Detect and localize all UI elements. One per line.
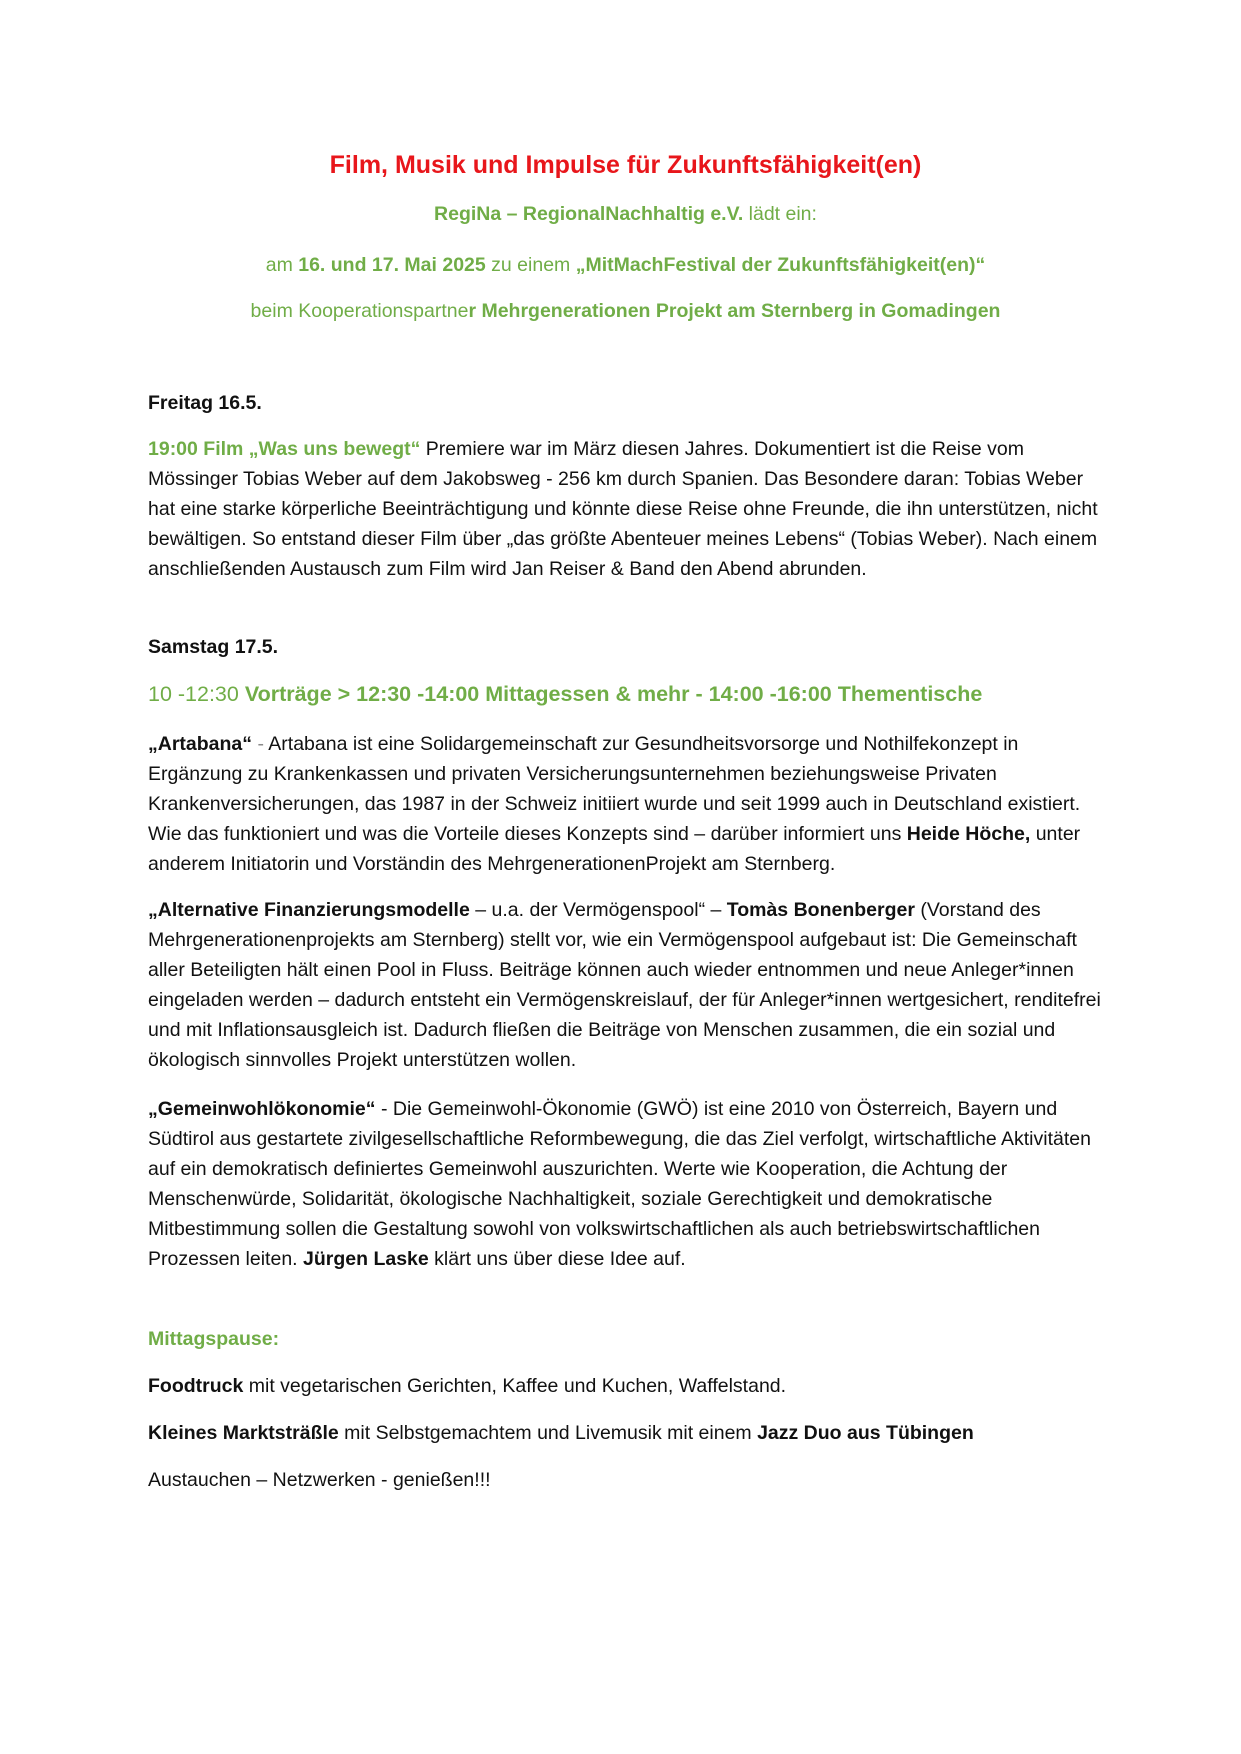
finance-text2: (Vorstand des Mehrgenerationenprojekts am Sternberg) stellt vor, wie ein Vermögenspool aufgebaut ist: Die Gemeinschaft aller Beteiligten hält einen Pool in Fluss. Beiträge können auch wieder entnommen und neue Anleger*innen eingeladen werden – dadurch entsteht ein Vermögenskreislauf, der für Anleger*innen wertgesichert, renditefrei und mit Inflationsausgleich ist. Dadurch fließen die Beiträge von Menschen zusammen, die ein sozial und ökologisch sinnvolles Projekt unterstützen wollen. xyxy=(148,899,1101,1071)
market-label: Kleines Marktsträßle xyxy=(148,1422,339,1444)
lunch-heading-text: Mittagspause: xyxy=(148,1328,280,1350)
schedule-rest: Vorträge > 12:30 -14:00 Mittagessen & mehr - 14:00 -16:00 Thementische xyxy=(238,682,983,706)
foodtruck-label: Foodtruck xyxy=(148,1375,244,1397)
lunch-heading xyxy=(148,1324,1103,1354)
foodtruck-paragraph xyxy=(148,1371,1103,1401)
gwoe-person: Jürgen Laske xyxy=(303,1248,429,1270)
festival-name: „MitMachFestival der Zukunftsfähigkeit(en)“ xyxy=(575,254,986,276)
schedule-time: 10 -12:30 xyxy=(148,682,239,706)
artabana-person: Heide Höche, xyxy=(906,823,1031,845)
artabana-text: Artabana ist eine Solidargemeinschaft zur Gesundheitsvorsorge und Nothilfekonzept in Ergänzung zu Krankenkassen und privaten Versicherungsunternehmen beziehungsweise Privaten Krankenversicherungen, das 1987 in der Schweiz initiiert wurde und seit 1999 auch in Deutschland existiert. Wie das funktioniert und was die Vorteile dieses Konzepts sind – darüber informiert uns xyxy=(148,733,1081,845)
market-text: mit Selbstgemachtem und Livemusik mit einem xyxy=(338,1422,758,1444)
date-prefix: am xyxy=(265,254,299,276)
friday-heading xyxy=(148,388,1103,418)
artabana-separator: - xyxy=(252,733,269,755)
date-connector: zu einem xyxy=(485,254,576,276)
friday-heading-text: Freitag 16.5. xyxy=(148,392,262,414)
saturday-schedule xyxy=(148,679,1103,709)
finance-text: – u.a. der Vermögenspool“ – xyxy=(469,899,727,921)
friday-film-paragraph xyxy=(148,434,1103,584)
organizer-name: RegiNa – RegionalNachhaltig e.V. xyxy=(434,203,744,225)
event-date: 16. und 17. Mai 2025 xyxy=(298,254,486,276)
artabana-label: „Artabana“ xyxy=(148,733,253,755)
document-title: Film, Musik und Impulse für Zukunftsfähigkeit(en) xyxy=(329,151,922,179)
gwoe-label: „Gemeinwohlökonomie“ xyxy=(148,1098,376,1120)
partner-line xyxy=(148,296,1103,326)
saturday-heading xyxy=(148,632,1103,662)
partner-prefix: beim Kooperationspartne xyxy=(250,300,469,322)
saturday-heading-text: Samstag 17.5. xyxy=(148,636,279,658)
film-description: Premiere war im März diesen Jahres. Dokumentiert ist die Reise vom Mössinger Tobias Weber auf dem Jakobsweg - 256 km durch Spanien. Das Besondere daran: Tobias Weber hat eine starke körperliche Beeinträchtigung und könnte diese Reise ohne Freunde, die ihn unterstützen, nicht bewältigen. So entstand dieser Film über „das größte Abenteuer meines Lebens“ (Tobias Weber). Nach einem anschließenden Austausch zum Film wird Jan Reiser & Band den Abend abrunden. xyxy=(148,438,1098,580)
film-label: 19:00 Film „Was uns bewegt“ xyxy=(148,438,421,460)
market-paragraph xyxy=(148,1418,1103,1448)
artabana-text2: unter anderem Initiatorin und Vorständin des MehrgenerationenProjekt am Sternberg. xyxy=(148,823,1081,875)
gwoe-paragraph xyxy=(148,1094,1103,1274)
foodtruck-text: mit vegetarischen Gerichten, Kaffee und Kuchen, Waffelstand. xyxy=(243,1375,787,1397)
finance-paragraph xyxy=(148,895,1103,1075)
closing-line: Austauchen – Netzwerken - genießen!!! xyxy=(148,1469,491,1491)
partner-name: r Mehrgenerationen Projekt am Sternberg in Gomadingen xyxy=(468,300,1001,322)
organizer-line xyxy=(148,199,1103,229)
date-line xyxy=(148,250,1103,280)
artabana-paragraph xyxy=(148,729,1103,879)
market-band: Jazz Duo aus Tübingen xyxy=(757,1422,974,1444)
invite-text: lädt ein: xyxy=(743,203,817,225)
gwoe-text: - Die Gemeinwohl-Ökonomie (GWÖ) ist eine 2010 von Österreich, Bayern und Südtirol aus gestartete zivilgesellschaftliche Reformbewegung, die das Ziel verfolgt, wirtschaftliche Aktivitäten auf ein demokratisch definiertes Gemeinwohl auszurichten. Werte wie Kooperation, die Achtung der Menschenwürde, Solidarität, ökologische Nachhaltigkeit, soziale Gerechtigkeit und demokratische Mitbestimmung sollen die Gestaltung sowohl von volkswirtschaftlichen als auch betriebswirtschaftlichen Prozessen leiten. xyxy=(148,1098,1091,1270)
gwoe-text2: klärt uns über diese Idee auf. xyxy=(428,1248,686,1270)
finance-person: Tomàs Bonenberger xyxy=(726,899,915,921)
finance-label: „Alternative Finanzierungsmodelle xyxy=(148,899,470,921)
